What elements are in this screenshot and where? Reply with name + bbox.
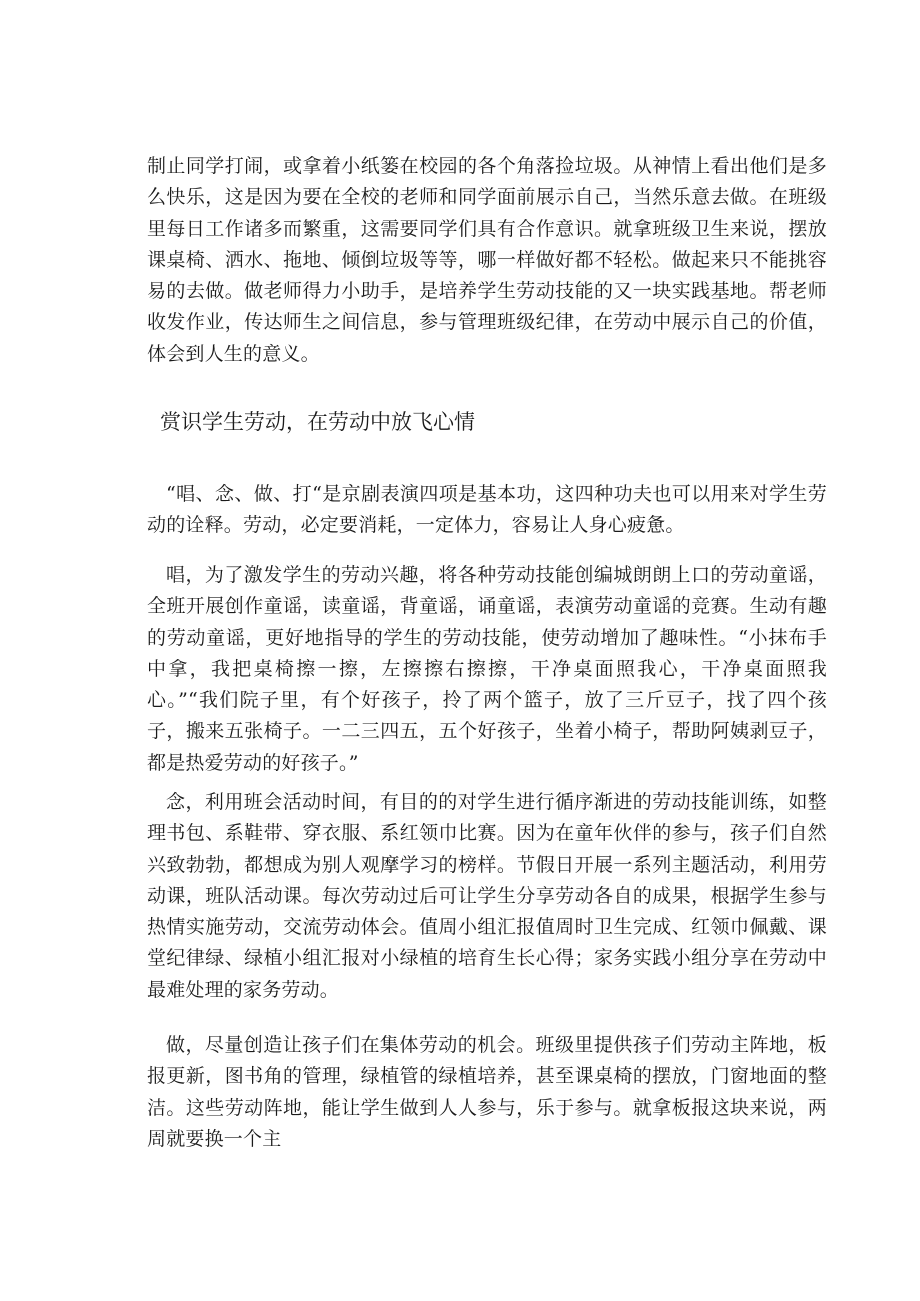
paragraph-chores: 制止同学打闹，或拿着小纸篓在校园的各个角落捡垃圾。从神情上看出他们是多么快乐，这是因为要在全校的老师和同学面前展示自己，当然乐意去做。在班级里每日工作诸多而繁重，这需要同学们具有合作意识。就拿班级卫生来说，摆放课桌椅、洒水、拖地、倾倒垃圾等等，哪一样做好都不轻松。做起来只不能挑容易的去做。做老师得力小助手，是培养学生劳动技能的又一块实践基地。帮老师收发作业，传达师生之间信息，参与管理班级纪律，在劳动中展示自己的价值，体会到人生的意义。 xyxy=(147,155,827,365)
paragraph-sing: 唱，为了激发学生的劳动兴趣，将各种劳动技能创编城朗朗上口的劳动童谣，全班开展创作童谣，读童谣，背童谣，诵童谣，表演劳动童谣的竞赛。生动有趣的劳动童谣，更好地指导的学生的劳动技能，使劳动增加了趣味性。“小抹布手中拿，我把桌椅擦一擦，左擦擦右擦擦，干净桌面照我心，干净桌面照我心。”“我们院子里，有个好孩子，拎了两个篮子，放了三斤豆子，找了四个孩子，搬来五张椅子。一二三四五，五个好孩子，坐着小椅子，帮助阿姨剥豆子，都是热爱劳动的好孩子。” xyxy=(147,564,827,774)
paragraph-intro: “唱、念、做、打“是京剧表演四项是基本功，这四种功夫也可以用来对学生劳动的诠释。劳动，必定要消耗，一定体力，容易让人身心疲惫。 xyxy=(147,483,827,537)
paragraph-do: 做，尽量创造让孩子们在集体劳动的机会。班级里提供孩子们劳动主阵地，板报更新，图书角的管理，绿植管的绿植培养，甚至课桌椅的摆放，门窗地面的整洁。这些劳动阵地，能让学生做到人人参与，乐于参与。就拿板报这块来说，两周就要换一个主 xyxy=(147,1034,827,1150)
paragraph-recite: 念，利用班会活动时间，有目的的对学生进行循序渐进的劳动技能训练，如整理书包、系鞋带、穿衣服、系红领巾比赛。因为在童年伙伴的参与，孩子们自然兴致勃勃，都想成为别人观摩学习的榜样。节假日开展一系列主题活动，利用劳动课，班队活动课。每次劳动过后可让学生分享劳动各自的成果，根据学生参与热情实施劳动，交流劳动体会。值周小组汇报值周时卫生完成、红领巾佩戴、课堂纪律绿、绿植小组汇报对小绿植的培育生长心得；家务实践小组分享在劳动中最难处理的家务劳动。 xyxy=(147,791,827,1001)
section-heading: 赏识学生劳动，在劳动中放飞心情 xyxy=(160,410,475,434)
